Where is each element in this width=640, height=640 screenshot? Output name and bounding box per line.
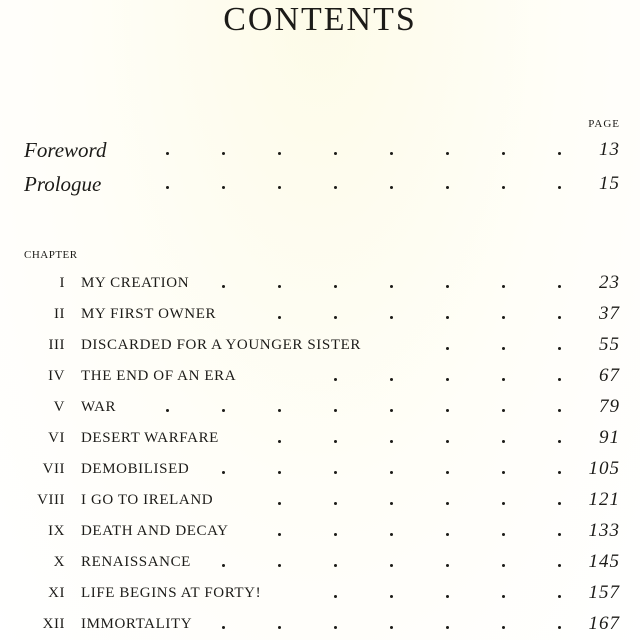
entry-title: Prologue <box>24 172 102 196</box>
leader-dot <box>334 626 337 629</box>
toc-entry-chapter[interactable] <box>0 579 640 607</box>
toc-entry-chapter[interactable] <box>0 610 640 638</box>
chapter-numeral: III <box>48 337 65 353</box>
leader-dot <box>502 285 505 288</box>
leader-dot <box>558 316 561 319</box>
leader-dot <box>278 186 281 189</box>
leader-dot <box>390 316 393 319</box>
leader-dot <box>278 471 281 474</box>
toc-entry-chapter[interactable] <box>0 424 640 452</box>
chapter-title: MY FIRST OWNER <box>81 306 217 322</box>
leader-dot <box>558 186 561 189</box>
chapter-title: MY CREATION <box>81 275 190 291</box>
leader-dot <box>390 564 393 567</box>
leader-dot <box>558 347 561 350</box>
leader-dot <box>558 533 561 536</box>
toc-entry-prologue[interactable] <box>0 170 640 198</box>
toc-entry-chapter[interactable] <box>0 548 640 576</box>
leader-dot <box>278 152 281 155</box>
leader-dot <box>502 186 505 189</box>
leader-dot <box>446 471 449 474</box>
leader-dot <box>446 409 449 412</box>
leader-dot <box>390 502 393 505</box>
leader-dot <box>558 409 561 412</box>
toc-entry-chapter[interactable] <box>0 269 640 297</box>
leader-dot <box>334 378 337 381</box>
leader-dot <box>278 564 281 567</box>
leader-dot <box>390 533 393 536</box>
leader-dot <box>446 533 449 536</box>
chapter-numeral: VI <box>48 430 65 446</box>
leader-dot <box>334 471 337 474</box>
leader-dot <box>558 285 561 288</box>
leader-dot <box>446 347 449 350</box>
chapter-numeral: VIII <box>37 492 65 508</box>
toc-entry-foreword[interactable] <box>0 136 640 164</box>
entry-page-number: 13 <box>599 139 620 160</box>
leader-dot <box>446 595 449 598</box>
leader-dot <box>222 285 225 288</box>
leader-dot <box>278 533 281 536</box>
leader-dot <box>502 471 505 474</box>
leader-dot <box>222 564 225 567</box>
entry-page-number: 79 <box>599 396 620 417</box>
chapter-numeral: V <box>53 399 65 415</box>
leader-dot <box>558 626 561 629</box>
chapter-numeral: XII <box>42 616 65 632</box>
leader-dot <box>446 440 449 443</box>
entry-page-number: 67 <box>599 365 620 386</box>
leader-dot <box>390 152 393 155</box>
leader-dot <box>278 409 281 412</box>
leader-dot <box>446 502 449 505</box>
entry-page-number: 105 <box>588 458 620 479</box>
chapter-numeral: X <box>53 554 65 570</box>
page-title: CONTENTS <box>223 1 417 38</box>
leader-dot <box>558 564 561 567</box>
entry-page-number: 91 <box>599 427 620 448</box>
chapter-title: DEATH AND DECAY <box>81 523 229 539</box>
toc-entry-chapter[interactable] <box>0 362 640 390</box>
leader-dot <box>222 471 225 474</box>
leader-dot <box>446 186 449 189</box>
entry-page-number: 23 <box>599 272 620 293</box>
entry-page-number: 145 <box>588 551 620 572</box>
leader-dot <box>390 440 393 443</box>
chapter-title: DISCARDED FOR A YOUNGER SISTER <box>81 337 361 353</box>
toc-entry-chapter[interactable] <box>0 486 640 514</box>
leader-dot <box>222 152 225 155</box>
toc-entry-chapter[interactable] <box>0 455 640 483</box>
chapter-title: LIFE BEGINS AT FORTY! <box>81 585 262 601</box>
leader-dot <box>502 564 505 567</box>
leader-dot <box>334 440 337 443</box>
chapter-numeral: I <box>59 275 65 291</box>
entry-page-number: 167 <box>588 613 620 634</box>
leader-dot <box>502 347 505 350</box>
leader-dot <box>502 533 505 536</box>
leader-dot <box>502 440 505 443</box>
leader-dot <box>446 378 449 381</box>
leader-dot <box>446 152 449 155</box>
chapter-column-label: CHAPTER <box>24 249 78 261</box>
leader-dot <box>502 316 505 319</box>
leader-dot <box>446 564 449 567</box>
leader-dot <box>446 316 449 319</box>
leader-dot <box>278 626 281 629</box>
leader-dot <box>390 378 393 381</box>
leader-dot <box>166 409 169 412</box>
leader-dot <box>222 186 225 189</box>
leader-dot <box>390 285 393 288</box>
entry-page-number: 55 <box>599 334 620 355</box>
chapter-numeral: XI <box>48 585 65 601</box>
leader-dot <box>558 471 561 474</box>
chapter-title: DESERT WARFARE <box>81 430 219 446</box>
entry-page-number: 15 <box>599 173 620 194</box>
leader-dot <box>278 285 281 288</box>
page-column-label: PAGE <box>588 118 620 130</box>
leader-dot <box>390 409 393 412</box>
entry-title: Foreword <box>24 138 107 162</box>
entry-page-number: 37 <box>599 303 620 324</box>
leader-dot <box>502 595 505 598</box>
leader-dot <box>558 152 561 155</box>
leader-dot <box>390 595 393 598</box>
leader-dot <box>390 186 393 189</box>
leader-dot <box>390 626 393 629</box>
chapter-numeral: IV <box>48 368 65 384</box>
leader-dot <box>334 316 337 319</box>
leader-dot <box>334 285 337 288</box>
entry-page-number: 133 <box>588 520 620 541</box>
toc-entry-chapter[interactable] <box>0 300 640 328</box>
leader-dot <box>222 626 225 629</box>
toc-entry-chapter[interactable] <box>0 517 640 545</box>
toc-entry-chapter[interactable] <box>0 393 640 421</box>
chapter-title: RENAISSANCE <box>81 554 191 570</box>
leader-dot <box>502 152 505 155</box>
leader-dot <box>502 409 505 412</box>
leader-dot <box>558 595 561 598</box>
leader-dot <box>278 316 281 319</box>
leader-dot <box>502 626 505 629</box>
leader-dot <box>558 502 561 505</box>
leader-dot <box>558 440 561 443</box>
leader-dot <box>446 626 449 629</box>
chapter-title: IMMORTALITY <box>81 616 193 632</box>
leader-dot <box>334 564 337 567</box>
leader-dot <box>446 285 449 288</box>
chapter-numeral: II <box>54 306 65 322</box>
chapter-title: THE END OF AN ERA <box>81 368 237 384</box>
entry-page-number: 157 <box>588 582 620 603</box>
entry-page-number: 121 <box>588 489 620 510</box>
leader-dot <box>166 186 169 189</box>
leader-dot <box>558 378 561 381</box>
leader-dot <box>502 378 505 381</box>
leader-dot <box>334 186 337 189</box>
chapter-title: DEMOBILISED <box>81 461 190 477</box>
chapter-title: I GO TO IRELAND <box>81 492 214 508</box>
chapter-numeral: IX <box>48 523 65 539</box>
leader-dot <box>334 152 337 155</box>
leader-dot <box>278 440 281 443</box>
leader-dot <box>334 533 337 536</box>
leader-dot <box>278 502 281 505</box>
leader-dot <box>502 502 505 505</box>
toc-entry-chapter[interactable] <box>0 331 640 359</box>
leader-dot <box>166 152 169 155</box>
leader-dot <box>390 471 393 474</box>
leader-dot <box>222 409 225 412</box>
leader-dot <box>334 409 337 412</box>
chapter-title: WAR <box>81 399 117 415</box>
leader-dot <box>334 595 337 598</box>
chapter-numeral: VII <box>42 461 65 477</box>
leader-dot <box>334 502 337 505</box>
